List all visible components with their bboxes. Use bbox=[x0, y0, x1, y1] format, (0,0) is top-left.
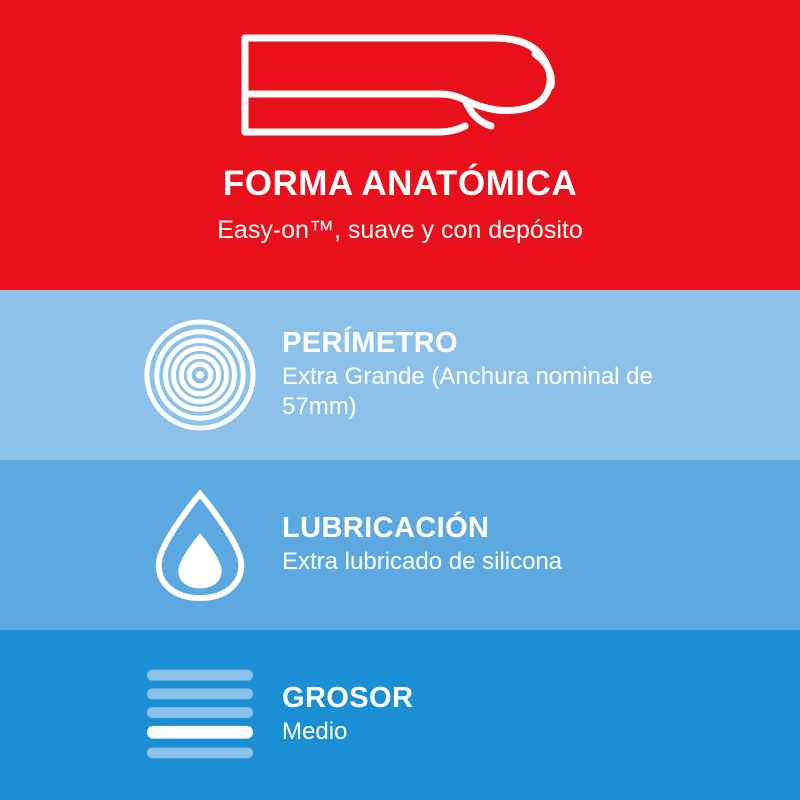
feature-row-grosor bbox=[0, 630, 800, 800]
feature-description: Extra Grande (Anchura nominal de 57mm) bbox=[282, 363, 653, 421]
feature-row-lubricacion bbox=[0, 460, 800, 630]
feature-description: Extra lubricado de silicona bbox=[282, 548, 563, 576]
water-drop-icon bbox=[140, 485, 260, 605]
concentric-circles-icon bbox=[140, 315, 260, 435]
feature-text-grosor bbox=[282, 683, 413, 747]
condom-outline-icon bbox=[235, 26, 565, 146]
feature-text-lubricacion bbox=[282, 513, 562, 577]
feature-title: LUBRICACIÓN bbox=[282, 511, 490, 544]
feature-row-perimetro bbox=[0, 290, 800, 460]
feature-text-perimetro bbox=[282, 328, 712, 422]
feature-description: Medio bbox=[282, 718, 348, 746]
feature-title: GROSOR bbox=[282, 681, 414, 714]
hero-subtitle: Easy-on™, suave y con depósito bbox=[217, 216, 583, 244]
thickness-bars-icon bbox=[140, 655, 260, 775]
hero-section bbox=[0, 0, 800, 290]
feature-title: PERÍMETRO bbox=[282, 326, 458, 359]
hero-title: FORMA ANATÓMICA bbox=[222, 164, 578, 203]
